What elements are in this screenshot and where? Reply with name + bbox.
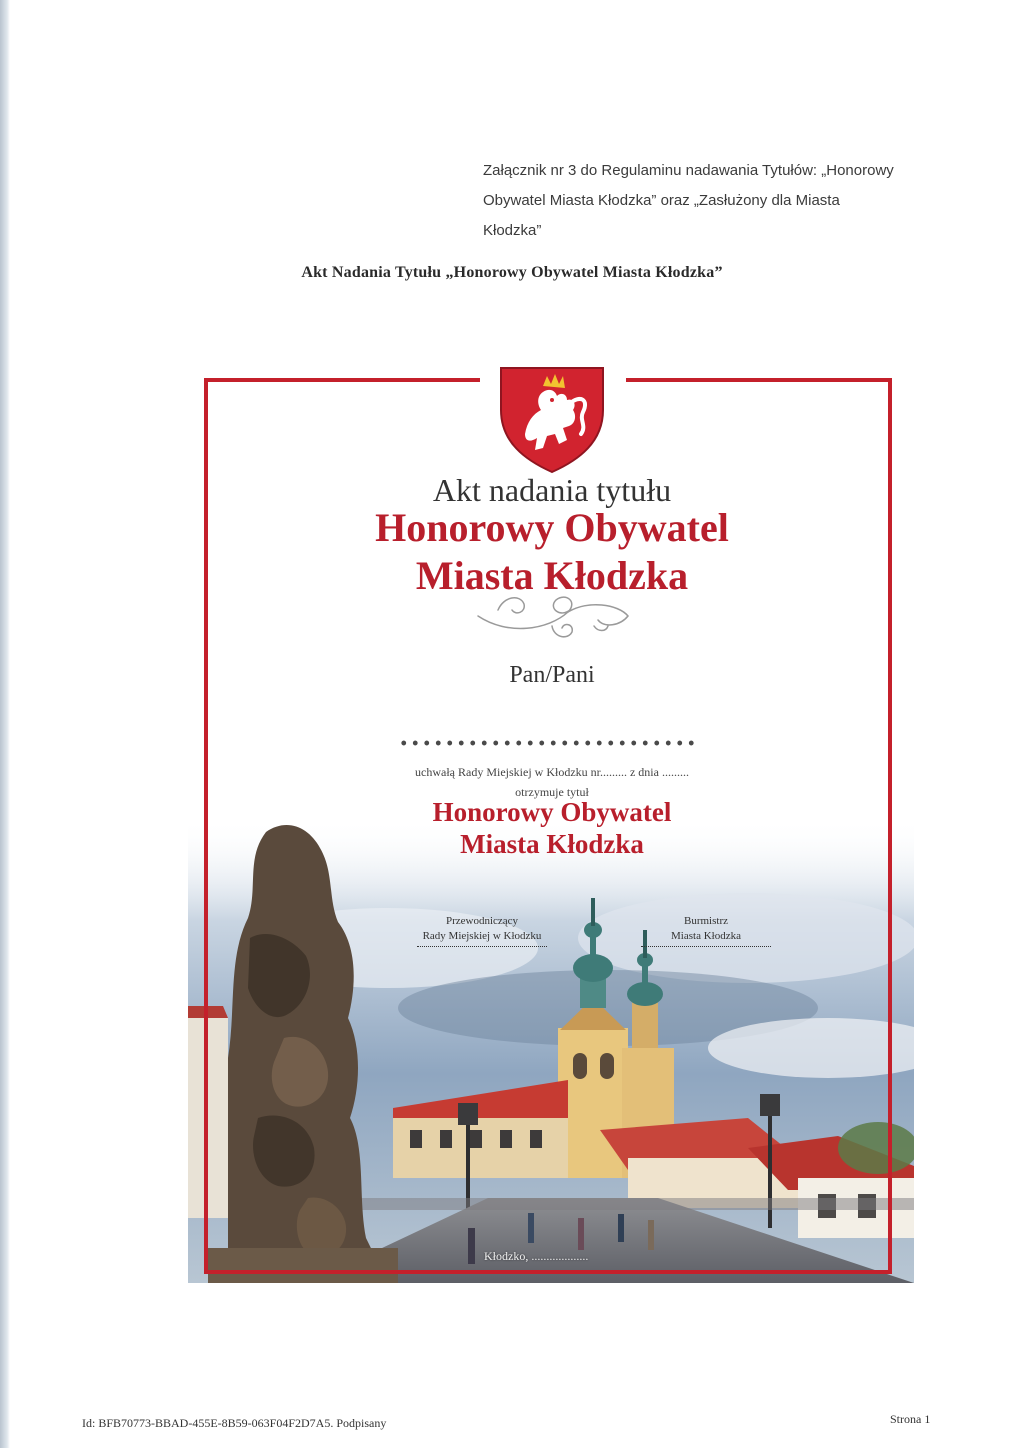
certificate-title-secondary-line-2: Miasta Kłodzka: [460, 829, 644, 859]
signature-chairman: [372, 914, 592, 947]
resolution-line-2: otrzymuje tytuł: [515, 785, 589, 799]
coat-of-arms-lion-icon: [497, 364, 607, 474]
signature-chairman-line-2: Rady Miejskiej w Kłodzku: [422, 930, 542, 942]
resolution-line-1: uchwałą Rady Miejskiej w Kłodzku nr......... z dnia .........: [415, 765, 689, 779]
annex-line-2: Obywatel Miasta Kłodzka” oraz „Zasłużony dla Miasta: [483, 192, 840, 209]
signature-mayor-line-2: Miasta Kłodzka: [671, 930, 741, 942]
signature-chairman-dotted-line: [417, 946, 547, 947]
certificate-title-line-2: Miasta Kłodzka: [415, 553, 689, 598]
page-number: Strona 1: [890, 1412, 931, 1426]
salutation: Pan/Pani: [509, 662, 595, 688]
certificate-title-secondary-line-1: Honorowy Obywatel: [432, 797, 672, 827]
name-dotted-line: [398, 738, 698, 748]
certificate-pre-title: Akt nadania tytułu: [432, 472, 672, 508]
certificate-title-secondary: [0, 796, 1024, 860]
annex-line-1: Załącznik nr 3 do Regulaminu nadawania Tytułów: „Honorowy: [483, 162, 894, 179]
annex-note: [483, 156, 963, 246]
signature-mayor-dotted-line: [641, 946, 771, 947]
signature-mayor-line-1: Burmistrz: [684, 915, 728, 927]
annex-line-3: Kłodzka”: [483, 222, 542, 239]
certificate-title-line-1: Honorowy Obywatel: [375, 505, 729, 550]
document-heading: Akt Nadania Tytułu „Honorowy Obywatel Miasta Kłodzka”: [301, 264, 723, 281]
scan-edge: [0, 0, 10, 1448]
ornament-flourish-icon: [468, 586, 638, 646]
signature-mayor: [596, 914, 816, 947]
place-and-date: Kłodzko, ...................: [484, 1249, 589, 1263]
signature-chairman-line-1: Przewodniczący: [445, 915, 519, 927]
document-id: Id: BFB70773-BBAD-455E-8B59-063F04F2D7A5. Podpisany: [82, 1416, 387, 1430]
